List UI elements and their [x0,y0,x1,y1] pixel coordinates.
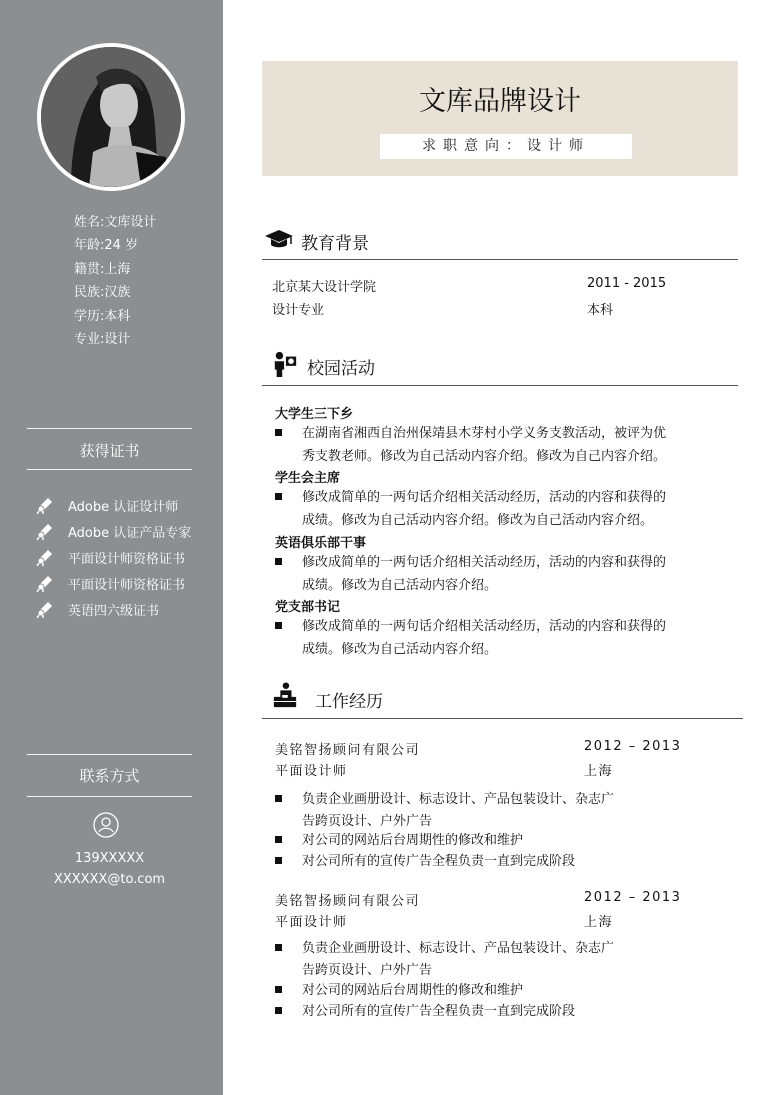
info-value: 设计 [104,332,131,348]
activity-description-cont: 秀支教老师。修改为自己活动内容介绍。修改为自己内容介绍。 [302,449,667,464]
certificate-label: Adobe 认证设计师 [68,499,179,515]
job-position: 平面设计师 [275,915,348,930]
education-major: 设计专业 [272,303,325,318]
activity-description: 在湖南省湘西自治州保靖县木芽村小学义务支教活动，被评为优 [302,426,667,441]
job-location: 上海 [584,764,614,779]
info-value: 上海 [104,261,131,277]
info-value: 文库设计 [104,215,157,230]
contact-email: XXXXXX@to.com [53,872,166,887]
personal-info [74,211,156,351]
job-company: 美铭智扬顾问有限公司 [275,894,421,909]
bullet-icon [275,986,282,993]
education-period: 2011 - 2015 [587,276,667,291]
bullet-icon [275,944,282,951]
portrait-image [41,47,181,187]
briefcase-person-icon [270,682,300,708]
bullet-icon [275,429,282,436]
education-school: 北京某大设计学院 [272,280,377,295]
section-title-education: 教育背景 [301,234,369,254]
diploma-icon [36,548,54,566]
certificate-label: 英语四六级证书 [68,603,160,619]
activity-description: 修改成简单的一两句话介绍相关活动经历，活动的内容和获得的 [302,619,667,634]
certificate-list [36,492,191,622]
contact-heading: 联系方式 [79,767,140,785]
info-value: 本科 [104,308,131,324]
job-duty: 对公司所有的宣传广告全程负责一直到完成阶段 [302,1004,576,1019]
info-row-education [74,305,156,328]
job-intent: 求职意向：设计师 [380,134,632,159]
certificates-heading: 获得证书 [79,442,140,460]
info-value: 24 岁 [104,238,139,254]
job-duty: 对公司所有的宣传广告全程负责一直到完成阶段 [302,854,576,869]
info-label: 专业: [74,332,105,348]
job-duty: 负责企业画册设计、标志设计、产品包装设计、杂志广 [302,792,615,807]
presenter-icon [270,351,300,377]
list-item [36,596,191,622]
bullet-icon [275,558,282,565]
info-row-name [74,211,156,234]
info-label: 年龄: [74,238,105,254]
activity-role: 学生会主席 [275,471,341,486]
job-location: 上海 [584,915,614,930]
divider [27,754,192,755]
certificate-label: 平面设计师资格证书 [68,551,186,567]
info-row-hometown [74,258,156,281]
info-label: 民族: [74,285,105,301]
list-item [36,544,191,570]
resume-header [262,61,738,176]
bullet-icon [275,493,282,500]
job-position: 平面设计师 [275,764,348,779]
certificate-label: 平面设计师资格证书 [68,577,186,593]
job-duty: 对公司的网站后台周期性的修改和维护 [302,983,524,998]
job-company: 美铭智扬顾问有限公司 [275,743,421,758]
page-title: 文库品牌设计 [419,86,581,117]
activity-description-cont: 成绩。修改为自己活动内容介绍。 [302,642,498,657]
bullet-icon [275,1007,282,1014]
info-label: 学历: [74,308,105,324]
info-row-ethnicity [74,281,156,304]
job-duty-cont: 告跨页设计、户外广告 [302,814,433,829]
bullet-icon [275,857,282,864]
diploma-icon [36,600,54,618]
section-divider [262,385,738,386]
activity-description: 修改成简单的一两句话介绍相关活动经历，活动的内容和获得的 [302,490,667,505]
job-period: 2012 – 2013 [584,890,682,905]
bullet-icon [275,795,282,802]
activity-description-cont: 成绩。修改为自己活动内容介绍。修改为自己活动内容介绍。 [302,513,654,528]
list-item [36,570,191,596]
diploma-icon [36,522,54,540]
info-label: 籍贯: [74,261,105,277]
sidebar [0,0,223,1095]
bullet-icon [275,836,282,843]
bullet-icon [275,622,282,629]
contact-phone: 139XXXXX [74,851,145,866]
activity-role: 英语俱乐部干事 [275,536,367,551]
divider [27,796,192,797]
list-item [36,518,191,544]
job-duty-cont: 告跨页设计、户外广告 [302,963,433,978]
user-icon [93,812,119,838]
activity-description: 修改成简单的一两句话介绍相关活动经历，活动的内容和获得的 [302,555,667,570]
section-title-campus: 校园活动 [307,359,375,379]
divider [27,469,192,470]
info-row-age [74,234,156,257]
certificate-label: Adobe 认证产品专家 [68,525,192,541]
job-period: 2012 – 2013 [584,739,682,754]
education-degree: 本科 [587,303,614,318]
diploma-icon [36,574,54,592]
info-row-major [74,328,156,351]
list-item [36,492,191,518]
divider [27,428,192,429]
activity-role: 大学生三下乡 [275,407,354,422]
job-duty: 对公司的网站后台周期性的修改和维护 [302,833,524,848]
section-title-work: 工作经历 [315,692,383,712]
info-label: 姓名: [74,215,105,230]
section-divider [262,259,738,260]
section-divider [262,718,743,719]
diploma-icon [36,496,54,514]
avatar [37,43,185,191]
info-value: 汉族 [104,285,131,301]
activity-description-cont: 成绩。修改为自己活动内容介绍。 [302,578,498,593]
activity-role: 党支部书记 [275,600,341,615]
graduation-cap-icon [264,227,294,253]
job-duty: 负责企业画册设计、标志设计、产品包装设计、杂志广 [302,941,615,956]
